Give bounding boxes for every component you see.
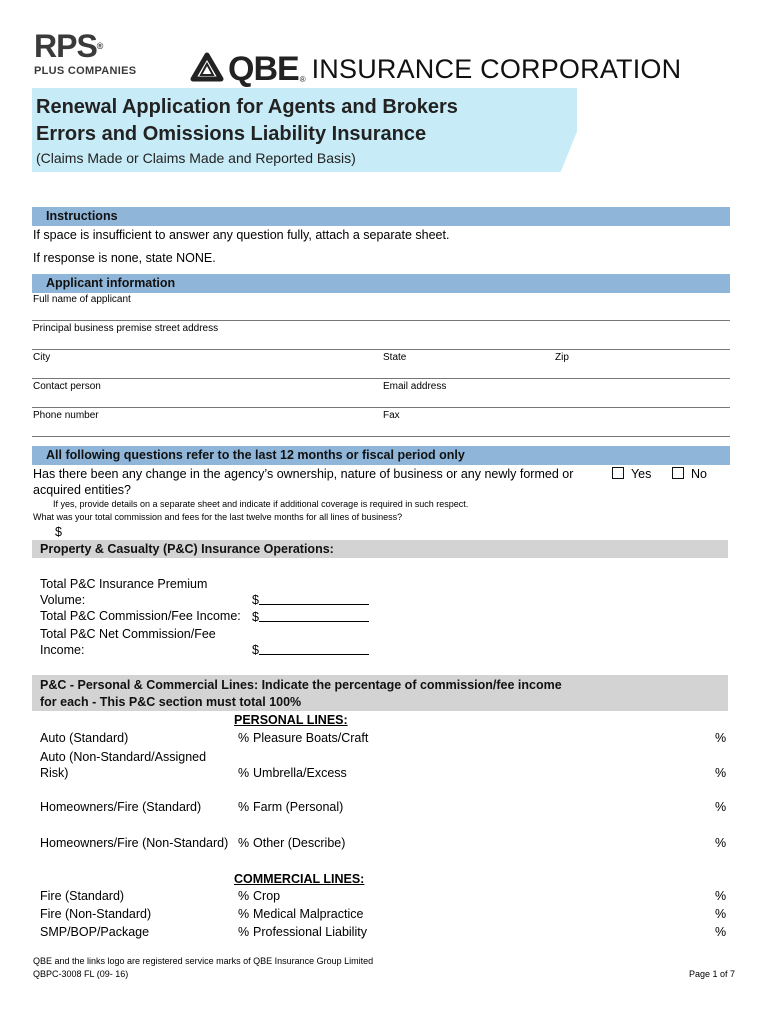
applicant-info-header: Applicant information (32, 274, 730, 293)
contact-person-label: Contact person (33, 381, 101, 392)
personal-lines-header: PERSONAL LINES: (234, 713, 348, 727)
line-fire-standard: Fire (Standard) (40, 889, 125, 903)
phone-label: Phone number (33, 410, 99, 421)
contact-email-field[interactable] (32, 407, 730, 408)
question-ownership-change: Has there been any change in the agency’s ownership, nature of business or any newly formed or (33, 467, 574, 481)
page-number: Page 1 of 7 (689, 969, 736, 979)
pct-medical-malpractice[interactable]: % (715, 907, 727, 921)
pct-professional-liability[interactable]: % (715, 925, 727, 939)
dollar-sign: $ (252, 593, 259, 607)
premium-volume-label-line2: Volume: (40, 593, 86, 607)
question-total-commission: What was your total commission and fees for the last twelve months for all lines of business? (33, 512, 403, 522)
registered-mark: ® (96, 41, 103, 51)
pct-crop[interactable]: % (715, 889, 727, 903)
line-farm-personal: Farm (Personal) (253, 800, 344, 814)
line-professional-liability: Professional Liability (253, 925, 367, 939)
net-commission-blank[interactable] (259, 642, 369, 655)
commission-income-label: Total P&C Commission/Fee Income: (40, 609, 241, 623)
pc-lines-header-line2: for each - This P&C section must total 100% (40, 695, 302, 709)
pct-fire-nonstandard[interactable]: % (238, 907, 250, 921)
questions-header: All following questions refer to the last 12 months or fiscal period only (32, 446, 730, 465)
commission-income-blank[interactable] (259, 609, 369, 622)
dollar-sign: $ (252, 610, 259, 624)
commercial-lines-header: COMMERCIAL LINES: (234, 872, 365, 886)
full-name-label: Full name of applicant (33, 294, 131, 305)
net-commission-label-line1: Total P&C Net Commission/Fee (40, 627, 216, 641)
street-address-field[interactable] (32, 349, 730, 350)
instructions-header: Instructions (32, 207, 730, 226)
city-label: City (33, 352, 51, 363)
street-address-label: Principal business premise street address (33, 323, 219, 334)
registered-mark: ® (299, 75, 306, 84)
rps-logo-text: RPS (34, 28, 97, 64)
form-subtitle: (Claims Made or Claims Made and Reported Basis) (36, 150, 356, 166)
line-medical-malpractice: Medical Malpractice (253, 907, 364, 921)
commission-income-field[interactable] (252, 609, 369, 624)
net-commission-label-line2: Income: (40, 643, 85, 657)
qbe-logo (190, 52, 681, 86)
phone-fax-field[interactable] (32, 436, 730, 437)
line-other-describe: Other (Describe) (253, 836, 346, 850)
no-option[interactable] (672, 467, 707, 481)
state-label: State (383, 352, 407, 363)
rps-logo (34, 30, 136, 77)
form-number: QBPC-3008 FL (09- 16) (33, 969, 129, 979)
pct-umbrella-excess[interactable]: % (715, 766, 727, 780)
pct-other-describe[interactable]: % (715, 836, 727, 850)
instruction-text: If response is none, state NONE. (33, 251, 216, 265)
yes-option[interactable] (612, 467, 651, 481)
rps-logo-subtext: PLUS COMPANIES (34, 65, 137, 77)
pc-lines-header-line1: P&C - Personal & Commercial Lines: Indicate the percentage of commission/fee income (40, 678, 562, 692)
pct-homeowners-nonstandard[interactable]: % (238, 836, 250, 850)
pct-smp-bop-package[interactable]: % (238, 925, 250, 939)
pct-auto-standard[interactable]: % (238, 731, 250, 745)
question-note: If yes, provide details on a separate sheet and indicate if additional coverage is required in such respect. (53, 499, 469, 509)
fax-label: Fax (383, 410, 400, 421)
email-label: Email address (383, 381, 447, 392)
line-auto-nonstandard-cont: Risk) (40, 766, 69, 780)
net-commission-label (40, 626, 216, 658)
pct-homeowners-standard[interactable]: % (238, 800, 250, 814)
pct-auto-nonstandard[interactable]: % (238, 766, 250, 780)
line-homeowners-nonstandard: Homeowners/Fire (Non-Standard) (40, 836, 229, 850)
line-homeowners-standard: Homeowners/Fire (Standard) (40, 800, 202, 814)
pc-operations-header: Property & Casualty (P&C) Insurance Operations: (32, 540, 728, 558)
yes-label: Yes (630, 467, 652, 481)
pct-pleasure-boats[interactable]: % (715, 731, 727, 745)
dollar-sign: $ (252, 643, 259, 657)
full-name-field[interactable] (32, 320, 730, 321)
line-pleasure-boats: Pleasure Boats/Craft (253, 731, 369, 745)
line-smp-bop-package: SMP/BOP/Package (40, 925, 150, 939)
zip-label: Zip (555, 352, 569, 363)
qbe-links-icon (190, 52, 224, 86)
line-auto-standard: Auto (Standard) (40, 731, 129, 745)
form-title-line2: Errors and Omissions Liability Insurance (36, 123, 427, 145)
company-name: INSURANCE CORPORATION (311, 54, 682, 84)
pct-farm-personal[interactable]: % (715, 800, 727, 814)
line-fire-nonstandard: Fire (Non-Standard) (40, 907, 152, 921)
line-auto-nonstandard: Auto (Non-Standard/Assigned (40, 750, 207, 764)
yes-checkbox[interactable] (612, 467, 624, 479)
no-label: No (690, 467, 707, 481)
premium-volume-field[interactable] (252, 592, 369, 607)
line-umbrella-excess: Umbrella/Excess (253, 766, 347, 780)
pct-fire-standard[interactable]: % (238, 889, 250, 903)
pc-lines-header (32, 675, 728, 711)
instruction-text: If space is insufficient to answer any question fully, attach a separate sheet. (33, 228, 450, 242)
total-commission-field[interactable]: $ (55, 525, 62, 539)
premium-volume-label-line1: Total P&C Insurance Premium (40, 577, 208, 591)
premium-volume-label (40, 576, 207, 608)
no-checkbox[interactable] (672, 467, 684, 479)
trademark-notice: QBE and the links logo are registered service marks of QBE Insurance Group Limited (33, 956, 374, 966)
form-title-line1: Renewal Application for Agents and Brokers (36, 96, 458, 118)
line-crop: Crop (253, 889, 281, 903)
net-commission-field[interactable] (252, 642, 369, 657)
city-state-zip-field[interactable] (32, 378, 730, 379)
question-ownership-change-cont: acquired entities? (33, 483, 131, 497)
qbe-logo-text: QBE (228, 50, 299, 88)
premium-volume-blank[interactable] (259, 592, 369, 605)
